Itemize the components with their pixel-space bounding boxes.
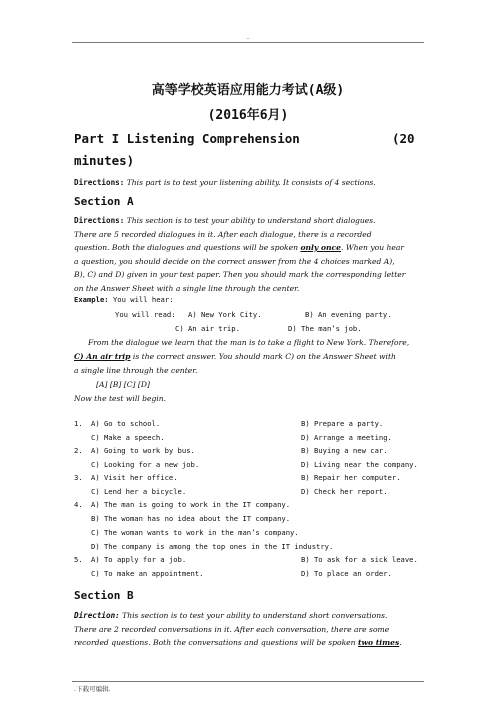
answer-mark: [A] [B] [C] [D] — [96, 380, 150, 389]
section-b-directions — [74, 609, 424, 650]
section-a-dir-line: on the Answer Sheet with a single line through the center. — [74, 283, 300, 293]
section-a-dir-line: . When you hear — [341, 243, 405, 252]
question-number: 4. — [74, 500, 83, 509]
option-b: B) The woman has no idea about the IT company. — [91, 514, 291, 523]
section-b-dir-line: This section is to test your ability to understand short conversations. — [122, 611, 388, 620]
part-heading: Part I Listening Comprehension — [74, 131, 300, 146]
option-b: B) Prepare a party. — [301, 419, 384, 428]
option-c: C) Make a speech. — [91, 433, 165, 442]
option-d: D) The company is among the top ones in the IT industry. — [91, 542, 334, 551]
example-explanation: a single line through the center. — [74, 366, 198, 375]
footer-rule — [72, 681, 424, 682]
part-directions — [74, 176, 424, 190]
question-number: 3. — [74, 473, 83, 482]
option-d: D) Check her report. — [301, 487, 388, 496]
option-b: B) To ask for a sick leave. — [301, 555, 418, 564]
section-b-directions-label: Direction: — [74, 611, 120, 620]
option-c: C) Looking for a new job. — [91, 460, 200, 469]
section-a-directions — [74, 214, 424, 295]
emphasis-only-once: only once — [300, 243, 342, 252]
example-option: B) An evening party. — [305, 310, 392, 319]
section-a-dir-line: This section is to test your ability to understand short dialogues. — [126, 216, 376, 225]
option-a: A) Go to school. — [91, 419, 161, 428]
section-a-dir-line: a question, you should decide on the correct answer from the 4 choices marked A), — [74, 256, 395, 266]
section-a-dir-line: question. Both the dialogues and questions will be spoken — [74, 243, 301, 252]
section-b-dir-line: recorded questions. Both the conversations and questions will be spoken — [74, 638, 358, 647]
option-b: B) Repair her computer. — [301, 473, 401, 482]
option-d: D) To place an order. — [301, 569, 392, 578]
example-option: C) An air trip. — [175, 324, 240, 333]
example-explanation-text: is the correct answer. You should mark C) on the Answer Sheet with — [130, 352, 396, 361]
example-read-label: You will read: — [115, 310, 176, 319]
example-explanation — [74, 350, 396, 364]
section-b-dir-line: There are 2 recorded conversations in it. After each conversation, there are some — [74, 624, 390, 634]
example-explanation: From the dialogue we learn that the man is to take a flight to New York. Therefore, — [88, 338, 410, 347]
question-number: 2. — [74, 446, 83, 455]
option-a: A) Visit her office. — [91, 473, 178, 482]
section-a-directions-label: Directions: — [74, 216, 125, 225]
directions-text: This part is to test your listening ability. It consists of 4 sections. — [126, 178, 376, 187]
emphasis-answer: C) An air trip — [74, 352, 131, 361]
section-a-dir-line: There are 5 recorded dialogues in it. After each dialogue, there is a recorded — [74, 229, 372, 239]
option-d: D) Arrange a meeting. — [301, 433, 392, 442]
emphasis-two-times: two times — [357, 638, 400, 647]
section-b-heading: Section B — [74, 589, 134, 602]
directions-label: Directions: — [74, 178, 125, 187]
question-number: 1. — [74, 419, 83, 428]
section-b-dir-line: . — [399, 638, 402, 647]
exam-title: 高等学校英语应用能力考试(A级) — [151, 83, 345, 98]
option-c: C) To make an appointment. — [91, 569, 204, 578]
option-a: A) The man is going to work in the IT company. — [91, 500, 291, 509]
header-rule — [72, 42, 424, 43]
example-option: A) New York City. — [188, 310, 262, 319]
test-begin: Now the test will begin. — [74, 394, 167, 403]
option-c: C) The woman wants to work in the man’s company. — [91, 528, 299, 537]
section-a-dir-line: B), C) and D) given in your test paper. Then you should mark the corresponding letter — [74, 270, 406, 279]
example-label: Example: — [74, 295, 109, 304]
option-d: D) Living near the company. — [301, 460, 418, 469]
option-b: B) Buying a new car. — [301, 446, 388, 455]
option-a: A) To apply for a job. — [91, 555, 187, 564]
part-minutes-a: (20 — [392, 131, 415, 146]
option-c: C) Lend her a bicycle. — [91, 487, 187, 496]
footer-text: .下载可编辑. — [74, 685, 111, 693]
example-line — [74, 295, 174, 304]
example-option: D) The man’s job. — [288, 324, 362, 333]
header-mark: .. — [246, 34, 250, 41]
question-number: 5. — [74, 555, 83, 564]
part-minutes-b: minutes) — [74, 153, 135, 168]
option-a: A) Going to work by bus. — [91, 446, 195, 455]
example-hear: You will hear: — [112, 295, 174, 304]
exam-date: (2016年6月) — [207, 108, 289, 123]
section-a-heading: Section A — [74, 195, 134, 208]
